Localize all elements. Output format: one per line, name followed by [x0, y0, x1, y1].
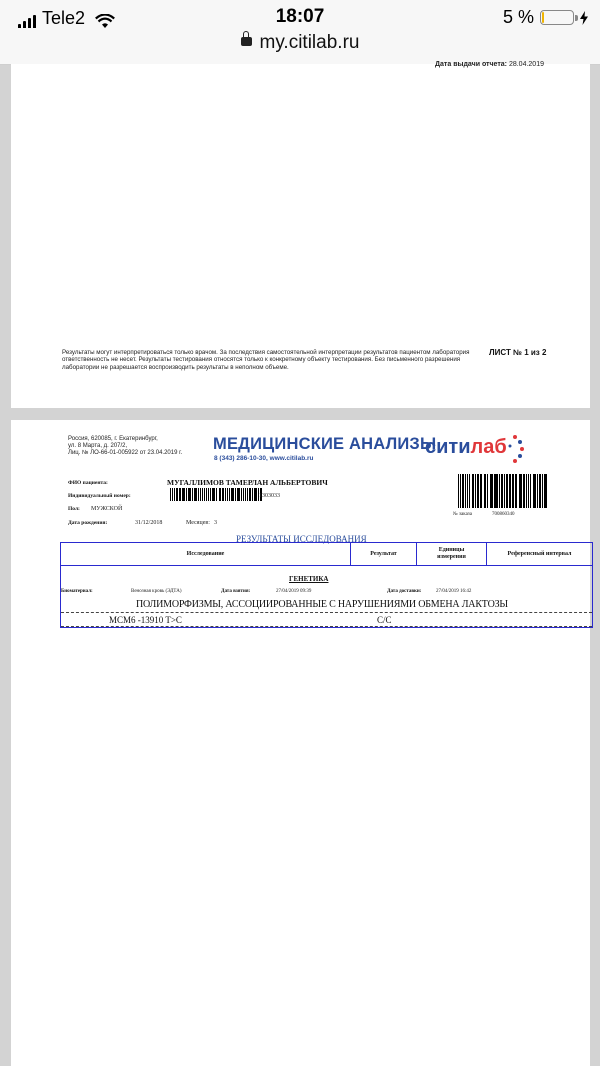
- patient-sex: МУЖСКОЙ: [91, 506, 123, 512]
- barcode-bar: [174, 488, 175, 501]
- row-divider: [61, 626, 592, 627]
- battery-icon: [540, 10, 574, 25]
- lock-icon: [241, 37, 252, 46]
- barcode-bar: [198, 488, 199, 501]
- barcode-bar: [241, 488, 242, 501]
- barcode-bar: [177, 488, 178, 501]
- address-line: Россия, 620085, г. Екатеринбург,: [68, 436, 158, 442]
- row-divider: [61, 612, 592, 613]
- barcode-bar: [179, 488, 180, 501]
- address-line: ул. 8 Марта, д. 207/2,: [68, 443, 128, 449]
- col-header-result: Результат: [351, 543, 417, 565]
- patient-months: 3: [214, 520, 217, 526]
- url-text: my.citilab.ru: [259, 32, 360, 53]
- barcode-bar: [475, 474, 476, 508]
- barcode-bar: [534, 474, 535, 508]
- barcode-bar: [252, 488, 253, 501]
- barcode-bar: [208, 488, 209, 501]
- barcode-bar: [542, 474, 543, 508]
- barcode-bar: [250, 488, 251, 501]
- results-table: [60, 542, 593, 628]
- barcode-bar: [233, 488, 234, 501]
- patient-dob: 31/12/2018: [135, 520, 163, 526]
- report-page-2: [11, 420, 590, 1066]
- address-bar[interactable]: [0, 28, 600, 65]
- barcode-bar: [473, 474, 474, 508]
- battery-percent: 5 %: [502, 7, 534, 27]
- barcode-bar: [480, 474, 482, 508]
- barcode-bar: [516, 474, 517, 508]
- barcode-bar: [460, 474, 461, 508]
- barcode-bar: [485, 474, 486, 508]
- barcode-bar: [222, 488, 224, 501]
- barcode-bar: [186, 488, 187, 501]
- barcode-bar: [491, 474, 492, 508]
- barcode-bar: [255, 488, 257, 501]
- barcode-bar: [247, 488, 248, 501]
- sex-label: Пол:: [68, 506, 80, 512]
- fio-label: ФИО пациента:: [68, 480, 108, 486]
- barcode-bar: [216, 488, 218, 501]
- url-display[interactable]: [0, 32, 600, 54]
- biomaterial-label: Биоматериал:: [61, 589, 93, 594]
- barcode-bar: [229, 488, 230, 501]
- barcode-bar: [546, 474, 547, 508]
- barcode-bar: [210, 488, 211, 501]
- header-divider: [61, 565, 592, 566]
- logo-dots-icon: [505, 433, 525, 465]
- section-title: ГЕНЕТИКА: [289, 575, 329, 583]
- order-number: 700860340: [492, 512, 515, 517]
- report-page-1: [11, 61, 590, 408]
- disclaimer: Результаты могут интерпретироваться только врачом. За последствия самостоятельной интерпретации результатов пациентом лаборатория ответственность не несет. Результаты тестирования относятся только к конкретному объекту тестирования. Без письменного разрешения лаборатории не разрешается воспроизводить результаты в неполном объеме.: [62, 349, 470, 371]
- barcode-bar: [507, 474, 508, 508]
- barcode-bar: [190, 488, 191, 501]
- order-barcode: [458, 474, 548, 508]
- charging-icon: [580, 11, 588, 25]
- carrier-name: Tele2: [42, 8, 86, 28]
- barcode-bar: [515, 474, 516, 508]
- barcode-bar: [504, 474, 505, 508]
- brand-contacts: 8 (343) 286-10-30, www.citilab.ru: [214, 455, 314, 462]
- patient-name: МУГАЛЛИМОВ ТАМЕРЛАН АЛЬБЕРТОВИЧ: [167, 478, 328, 487]
- barcode-bar: [183, 488, 185, 501]
- barcode-bar: [539, 474, 541, 508]
- barcode-bar: [220, 488, 221, 501]
- barcode-bar: [492, 474, 493, 508]
- barcode-bar: [172, 488, 173, 501]
- license-line: Лиц. № ЛО-66-01-005922 от 23.04.2019 г.: [68, 450, 183, 456]
- col-header-units: Единицы измерения: [417, 543, 487, 565]
- barcode-bar: [509, 474, 511, 508]
- clock: 18:07: [275, 6, 325, 27]
- biomaterial-value: Венозная кровь (ЭДТА): [131, 589, 182, 594]
- issue-date-value: 28.04.2019: [508, 61, 544, 68]
- patient-barcode: [170, 488, 262, 501]
- barcode-bar: [521, 474, 522, 508]
- barcode-bar: [202, 488, 203, 501]
- barcode-bar: [192, 488, 193, 501]
- months-label: Месяцев:: [186, 520, 210, 526]
- col-header-reference: Референсный интервал: [507, 550, 572, 557]
- barcode-bar: [478, 474, 479, 508]
- test-result: C/C: [377, 615, 392, 625]
- issue-date-label: Дата выдачи отчета:: [435, 61, 507, 68]
- barcode-bar: [530, 474, 531, 508]
- barcode-bar: [499, 474, 500, 508]
- barcode-bar: [523, 474, 524, 508]
- issue-date: [435, 61, 544, 68]
- barcode-bar: [469, 474, 471, 508]
- barcode-bar: [235, 488, 236, 501]
- barcode-bar: [227, 488, 228, 501]
- battery-group: [503, 7, 588, 28]
- test-name: MCM6 -13910 T>C: [109, 615, 182, 625]
- sheet-number: ЛИСТ № 1 из 2: [489, 348, 547, 357]
- dob-label: Дата рождения:: [68, 520, 108, 526]
- col-header-test: Исследование: [61, 543, 351, 565]
- barcode-bar: [239, 488, 240, 501]
- barcode-bar: [467, 474, 468, 508]
- order-label: № заказа: [453, 512, 472, 517]
- barcode-bar: [502, 474, 503, 508]
- delivered-value: 27/04/2019 16:42: [436, 589, 472, 594]
- taken-value: 27/04/2019 09:39: [276, 589, 312, 594]
- id-label: Индивидуальный номер:: [68, 493, 131, 499]
- barcode-bar: [196, 488, 197, 501]
- barcode-bar: [245, 488, 246, 501]
- test-group-title: ПОЛИМОРФИЗМЫ, АССОЦИИРОВАННЫЕ С НАРУШЕНИЯМИ ОБМЕНА ЛАКТОЗЫ: [136, 599, 508, 610]
- patient-id: 1303033: [259, 493, 280, 499]
- barcode-bar: [462, 474, 464, 508]
- lab-address: [68, 436, 188, 457]
- barcode-bar: [528, 474, 529, 508]
- delivered-label: Дата доставки:: [387, 589, 422, 594]
- results-title: РЕЗУЛЬТАТЫ ИССЛЕДОВАНИЯ: [236, 534, 367, 544]
- brand-title: МЕДИЦИНСКИЕ АНАЛИЗЫ: [213, 435, 437, 453]
- barcode-bar: [487, 474, 488, 508]
- barcode-bar: [535, 474, 536, 508]
- barcode-bar: [496, 474, 498, 508]
- barcode-bar: [204, 488, 205, 501]
- citilab-logo: ситилаб: [425, 436, 507, 458]
- taken-label: Дата взятия:: [221, 589, 251, 594]
- barcode-bar: [213, 488, 215, 501]
